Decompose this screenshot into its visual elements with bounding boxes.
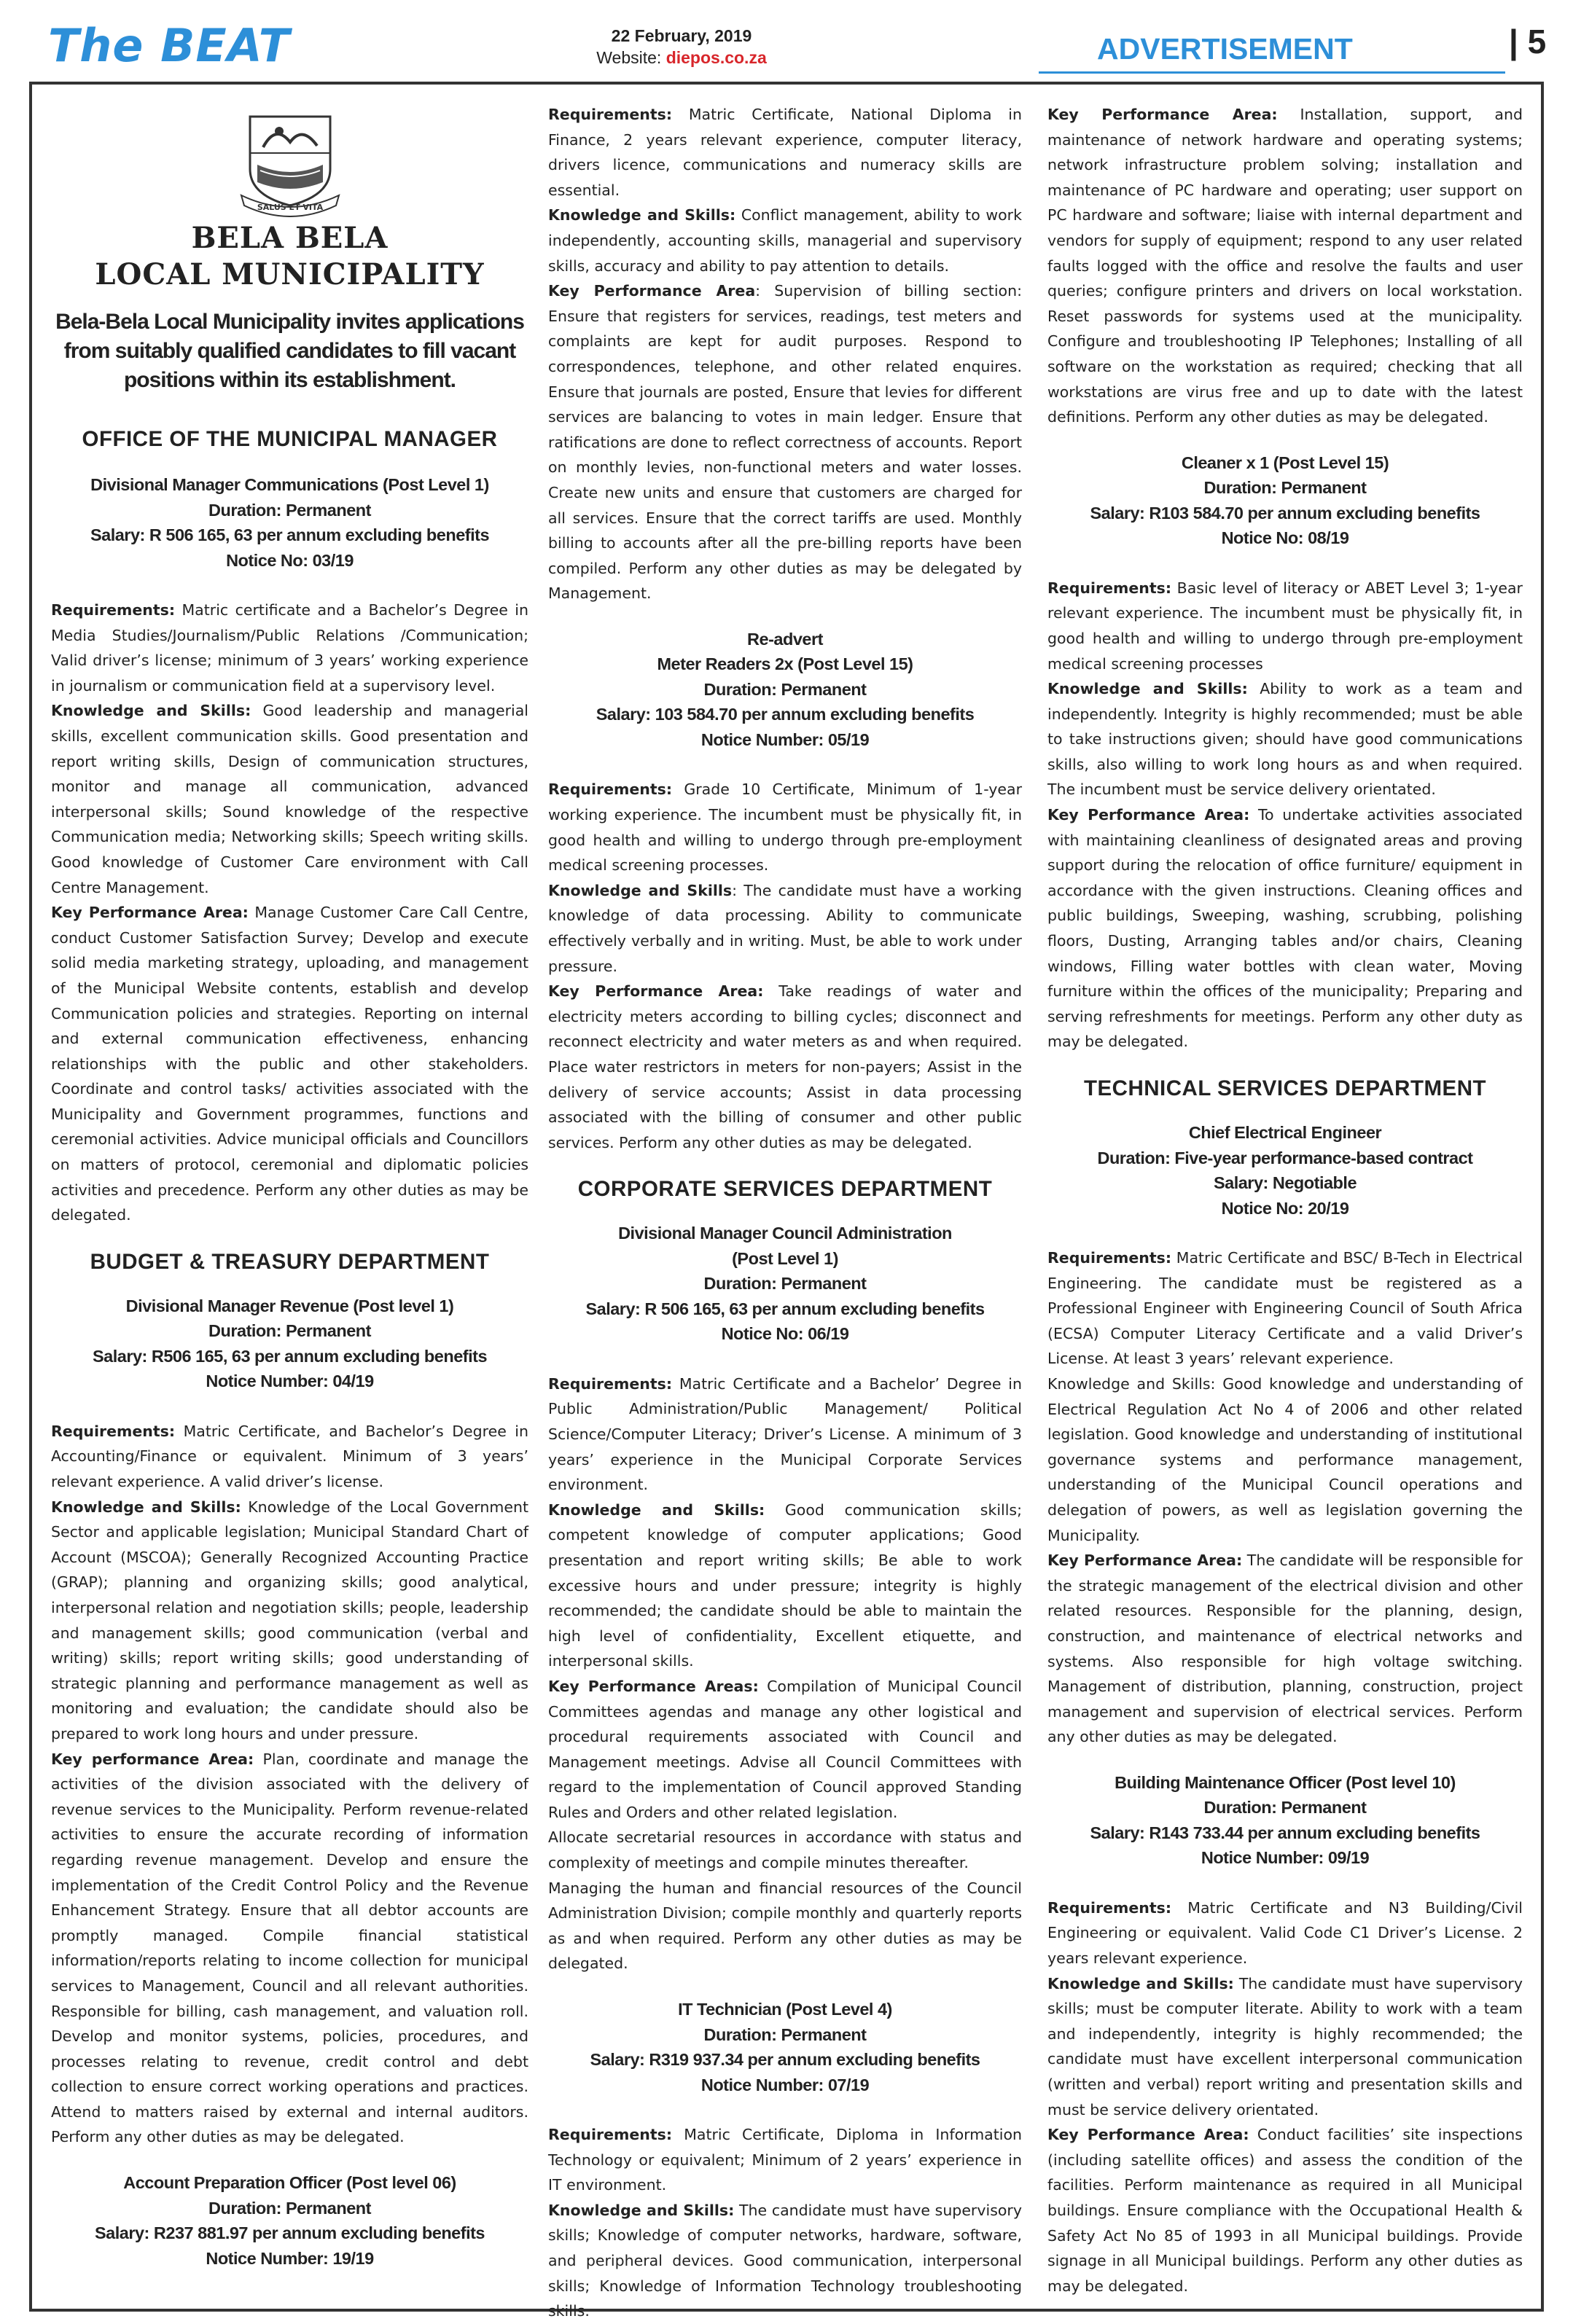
job-notice: Notice Number: 09/19 [1201, 1848, 1370, 1868]
job-block-meter-readers [548, 627, 1022, 753]
website-line [576, 47, 787, 69]
job-notice: Notice Number: 07/19 [700, 2075, 870, 2094]
crest-motto: SALUS ET VITA [257, 203, 323, 212]
job-block-it-technician [548, 1997, 1022, 2097]
job-duration: Duration: Permanent [1203, 1798, 1367, 1818]
job-kpa: Key Performance Area: Supervision of billing section: Ensure that registers for services, readings, test meters and complaints are kept for audit purposes. Respond to correspondences, telephone, and other related enquires. Ensure that journals are posted, Ensure that levies for different services are balancing to votes in main ledger. Ensure that ratifications are done to reflect correctness of accounts. Report on monthly levies, non-functional meters and water losses. Create new units and ensure that customers are charged for all services. Ensure that the correct tariffs are used. Monthly billing to accounts after all the pre-billing reports have been compiled. Perform any other duties as may be delegated by Management. [548, 282, 1022, 603]
job-title: Building Maintenance Officer (Post level 10) [1115, 1772, 1456, 1792]
job-knowledge-skills: Knowledge and Skills: Good communication skills; competent knowledge of computer applications; Good presentation and report writing skills; Be able to work excessive hours and under pressure; integrity is highly recommended; the candidate should be able to maintain the high level of confidentiality, Excellent etiquette, and interpersonal skills. [548, 1501, 1022, 1670]
job-kpa-extra: Managing the human and financial resources of the Council Administration Division; compile monthly and quarterly reports as and when required. Perform any other duties as may be delegated. [548, 1879, 1022, 1973]
job-kpa: Key performance Area: Plan, coordinate and manage the activities of the division associated with the delivery of revenue services to the Municipality. Perform revenue-related activities to ensure the accurate recording of information regarding revenue management. Develop and ensure the implementation of the Credit Control Policy and the Revenue Enhancement Strategy. Ensure that all debtor accounts are promptly managed. Compile financial statistical information/reports relating to income collection for municipal services to Management, Council and all relevant authorities. Responsible for billing, cash management, and valuation roll. Develop and monitor systems, policies, procedures, and processes relating to revenue, credit control and debt collection to ensure correct working operations and practices. Attend to matters raised by external and internal auditors. Perform any other duties as may be delegated. [51, 1750, 528, 2146]
section-title: ADVERTISEMENT [1097, 32, 1353, 66]
job-block-account-preparation [51, 2170, 528, 2271]
job-title: Divisional Manager Communications (Post Level 1) [90, 475, 489, 494]
job-requirements: Requirements: Basic level of literacy or ABET Level 3; 1-year relevant experience. The incumbent must be physically fit, in good health and willing to undergo through pre-employment medical screening processes [1047, 579, 1523, 673]
job-knowledge-skills: Knowledge and Skills: The candidate must have supervisory skills; must be computer literate. Ability to work with a team and independently, integrity is highly recommended; the candidate must have excellent interpersonal communication (written and verbal) report writing and presentation skills and must be service delivery orientated. [1047, 1974, 1523, 2118]
job-duration: Duration: Permanent [208, 2198, 371, 2218]
municipality-name-line2: LOCAL MUNICIPALITY [95, 257, 485, 292]
job-knowledge-skills: Knowledge and Skills: The candidate must have a working knowledge of data processing. Ability to communicate effectively verbally and in writing. Must, be able to work under pressure. [548, 881, 1022, 975]
job-kpa: Key Performance Area: Take readings of water and electricity meters according to billing cycles; disconnect and reconnect electricity and water meters as and when required. Place water restrictors in meters for non-payers; Assist in the delivery of service accounts; Assist in data processing associated with the billing of consumer and other public services. Perform any other duties as may be delegated. [548, 982, 1022, 1151]
job-salary: Salary: R103 584.70 per annum excluding benefits [1090, 503, 1480, 523]
column-2 [548, 102, 1022, 2324]
job-title-level: (Post Level 1) [732, 1248, 838, 1268]
job-knowledge-skills: Knowledge and Skills: Conflict management, ability to work independently, accounting skills, managerial and supervisory skills, accuracy and ability to pay attention to details. [548, 206, 1022, 275]
job-requirements: Requirements: Matric Certificate and N3 Building/Civil Engineering or equivalent. Valid Code C1 Driver’s License. 2 years relevant experience. [1047, 1898, 1523, 1968]
website-link[interactable]: diepos.co.za [666, 48, 767, 67]
municipality-name-line1: BELA BELA [191, 221, 389, 255]
job-knowledge-skills: Knowledge and Skills: Good knowledge and understanding of Electrical Regulation Act No 4 of 2006 and other related legislation. Good knowledge and understanding of institutional governance systems and performance management, understanding of the Municipal Council operations and delegation of powers, as well as legislation governing the Municipality. [1047, 1374, 1523, 1544]
job-salary: Salary: R 506 165, 63 per annum excluding benefits [90, 525, 490, 544]
job-kpa: Key Performance Area: Conduct facilities’ site inspections (including satellite offices) and assess the condition of the facilities. Perform maintenance as required in all Municipal buildings. Ensure compliance with the Occupational Health & Safety Act No 85 of 1993 in all Municipal buildings. Provide signage in all Municipal buildings. Perform any other duties as may be delegated. [1047, 2126, 1523, 2295]
page-number: | 5 [1509, 23, 1547, 60]
job-duration: Duration: Five-year performance-based contract [1097, 1148, 1473, 1167]
job-duration: Duration: Permanent [208, 500, 371, 520]
job-block-revenue [51, 1294, 528, 1394]
job-block-communications [51, 472, 528, 573]
job-requirements: Requirements: Matric Certificate, and Bachelor’s Degree in Accounting/Finance or equivalent. Minimum of 3 years’ relevant experience. A valid driver’s license. [51, 1422, 528, 1491]
job-requirements: Requirements: Matric Certificate, National Diploma in Finance, 2 years relevant experience, computer literacy, drivers licence, communications and numeracy skills are essential. [548, 106, 1022, 199]
municipal-crest-icon [235, 109, 345, 217]
job-duration: Duration: Permanent [703, 1274, 867, 1294]
job-title: Cleaner x 1 (Post Level 15) [1181, 453, 1389, 472]
job-salary: Salary: Negotiable [1213, 1173, 1357, 1192]
job-knowledge-skills: Knowledge and Skills: Ability to work as a team and independently. Integrity is highly recommended; must be able to take instructions given; should have good communications skills, also willing to work long hours as and when required. The incumbent must be service delivery orientated. [1047, 680, 1523, 799]
job-duration: Duration: Permanent [703, 679, 867, 699]
job-requirements: Requirements: Matric Certificate, Diploma in Information Technology or equivalent; Minimum of 2 years’ experience in IT environment. [548, 2126, 1022, 2194]
header-info [576, 25, 787, 69]
job-salary: Salary: R143 733.44 per annum excluding benefits [1090, 1823, 1480, 1842]
job-duration: Duration: Permanent [703, 2024, 867, 2044]
job-kpa-extra: Allocate secretarial resources in accordance with status and complexity of meetings and compile minutes thereafter. [548, 1828, 1022, 1872]
job-salary: Salary: R237 881.97 per annum excluding benefits [95, 2223, 485, 2243]
issue-date: 22 February, 2019 [611, 26, 752, 45]
job-salary: Salary: R 506 165, 63 per annum excluding benefits [585, 1299, 985, 1318]
dept-heading-corporate-services: CORPORATE SERVICES DEPARTMENT [577, 1177, 993, 1202]
job-title: Divisional Manager Council Administration [618, 1224, 952, 1243]
column-1 [51, 102, 528, 2271]
job-title: Chief Electrical Engineer [1188, 1123, 1382, 1142]
job-notice: Notice No: 20/19 [1221, 1198, 1349, 1218]
municipality-name [51, 220, 528, 293]
job-knowledge-skills: Knowledge and Skills: Knowledge of the Local Government Sector and applicable legislation; Municipal Standard Chart of Account (MSCOA); Generally Recognized Accounting Practice (GRAP); planning and organizing skills; good analytical, interpersonal relation and negotiation skills; people, leadership and management skills; good communication (verbal and writing) skills; report writing skills; good understanding of strategic planning and performance management as well as monitoring and evaluation; the candidate should also be prepared to work long hours and under pressure. [51, 1498, 528, 1742]
job-requirements: Requirements: Matric Certificate and BSC/ B-Tech in Electrical Engineering. The candidate must be registered as a Professional Engineer with Engineering Council of South Africa (ECSA) Computer Literacy Certificate and a valid Driver’s License. At least 3 years’ relevant experience. [1047, 1249, 1523, 1368]
job-title: Meter Readers 2x (Post Level 15) [657, 654, 913, 674]
job-requirements: Requirements: Matric certificate and a Bachelor’s Degree in Media Studies/Journalism/Public Relations /Communication; Valid driver’s license; minimum of 3 years’ working experience in journalism or communication field at a supervisory level. [51, 601, 528, 695]
job-salary: Salary: R319 937.34 per annum excluding benefits [590, 2050, 980, 2070]
intro-statement: Bela-Bela Local Municipality invites applications from suitably qualified candidates to fill vacant positions within its establishment. [55, 310, 524, 392]
dept-heading-technical-services: TECHNICAL SERVICES DEPARTMENT [1083, 1076, 1487, 1100]
job-block-council-admin [548, 1221, 1022, 1347]
job-knowledge-skills: Knowledge and Skills: Good leadership and managerial skills, excellent communication skills. Good presentation and report writing skills, Design of communication structures, monitor and manage all communication, advanced interpersonal skills; Sound knowledge of the respective Communication media; Networking skills; Speech writing skills. Good knowledge of Customer Care environment with Call Centre Management. [51, 702, 528, 896]
dept-heading-municipal-manager: OFFICE OF THE MUNICIPAL MANAGER [82, 427, 498, 451]
job-notice: Notice No: 08/19 [1221, 528, 1349, 548]
job-duration: Duration: Permanent [1203, 478, 1367, 498]
page-header [0, 0, 1573, 80]
dept-heading-budget-treasury: BUDGET & TREASURY DEPARTMENT [90, 1249, 490, 1274]
job-readvert: Re-advert [747, 629, 823, 649]
job-knowledge-skills: Knowledge and Skills: The candidate must have supervisory skills; Knowledge of computer networks, hardware, software, and peripheral devices. Good communication, interpersonal skills; Knowledge of Information Technology troubleshooting skills. [548, 2201, 1022, 2320]
section-underline [1039, 71, 1505, 74]
publication-logo: The BEAT [48, 19, 291, 72]
job-duration: Duration: Permanent [208, 1321, 371, 1341]
job-notice: Notice No: 06/19 [721, 1324, 849, 1344]
job-notice: Notice Number: 19/19 [206, 2248, 374, 2268]
job-block-building-maintenance [1047, 1770, 1523, 1871]
job-requirements: Requirements: Matric Certificate and a Bachelor’ Degree in Public Administration/Public Management/ Political Science/Computer Literacy; Driver’s License. A minimum of 3 years’ experience in the Municipal Corporate Services environment. [548, 1374, 1022, 1494]
job-kpa: Key Performance Area: Manage Customer Care Call Centre, conduct Customer Satisfaction Survey; Develop and execute solid media marketing strategy, uploading, and management of the Municipal Website contents, establish and develop Communication policies and strategies. Reporting on internal and external communication effectiveness, enhancing relationships with the public and other stakeholders. Coordinate and control tasks/ activities associated with the Municipality and Government programmes, functions and ceremonial activities. Advice municipal officials and Councillors on matters of protocol, ceremonial and diplomatic policies activities and precedence. Perform any other duties as may be delegated. [51, 904, 528, 1224]
website-label: Website: [596, 48, 662, 67]
job-notice: Notice Number: 05/19 [700, 729, 870, 749]
job-kpa: Key Performance Area: To undertake activities associated with maintaining cleanliness of designated areas and proving support during the relocation of office furniture/ equipment in accordance with the given instructions. Cleaning offices and public buildings, Sweeping, washing, scrubbing, polishing floors, Dusting, Arranging tables and/or chairs, Cleaning windows, Filling water bottles with clean water, Moving furniture within the offices of the municipality; Preparing and serving refreshments for meetings. Perform any other duty as may be delegated. [1047, 806, 1523, 1051]
job-title: Account Preparation Officer (Post level 06) [123, 2173, 456, 2193]
job-title: Divisional Manager Revenue (Post level 1) [125, 1296, 454, 1315]
job-kpa: Key Performance Area: Installation, support, and maintenance of network hardware and operating systems; network infrastructure problem solving; installation and maintenance of PC hardware and operating; user support on PC hardware and software; liaise with internal department and vendors for supply of equipment; respond to any user related faults logged with the office and resolve the faults and user queries; configure printers and drivers on local workstation. Reset passwords for systems used at the municipality. Configure and troubleshooting IP Telephones; Installing of all software on the workstation as required; checking that all workstations are virus free and up to date with the latest definitions. Perform any other duties as may be delegated. [1047, 106, 1523, 426]
job-requirements: Requirements: Grade 10 Certificate, Minimum of 1-year working experience. The incumbent must be physically fit, in good health and willing to undergo through pre-employment medical screening processes. [548, 780, 1022, 875]
job-notice: Notice No: 03/19 [226, 550, 354, 570]
job-kpa: Key Performance Areas: Compilation of Municipal Council Committees agendas and manage any other logistical and procedural requirements associated with Council and Management meetings. Advise all Council Committees with regard to the implementation of Council approved Standing Rules and Orders and other related legislation. [548, 1677, 1022, 1821]
job-block-electrical-engineer [1047, 1120, 1523, 1221]
job-salary: Salary: 103 584.70 per annum excluding benefits [596, 705, 975, 724]
column-3 [1047, 102, 1523, 2298]
job-block-cleaner [1047, 450, 1523, 551]
job-title: IT Technician (Post Level 4) [678, 2000, 892, 2019]
job-kpa: Key Performance Area: The candidate will be responsible for the strategic management of the electrical division and other related resources. Responsible for the planning, design, construction, and maintenance of electrical networks and systems. Also responsible for high voltage switching. Management of distribution, planning, construction, project management and supervision of electrical services. Perform any other duties as may be delegated. [1047, 1552, 1523, 1746]
job-notice: Notice Number: 04/19 [206, 1372, 374, 1391]
job-salary: Salary: R506 165, 63 per annum excluding benefits [92, 1346, 488, 1366]
